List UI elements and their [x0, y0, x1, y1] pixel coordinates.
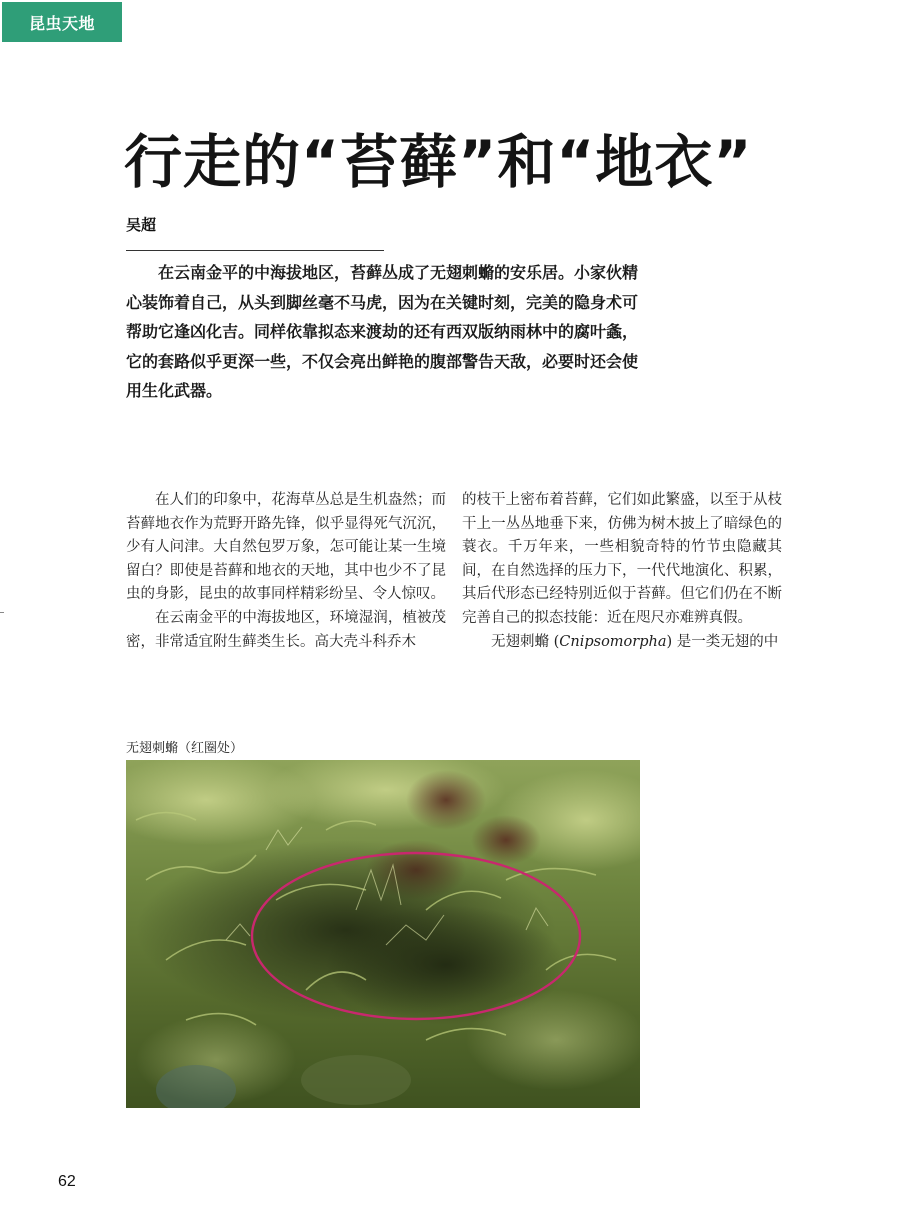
species-scientific-name: Cnipsomorpha — [559, 633, 667, 650]
body-paragraph-species — [462, 631, 782, 655]
divider-rule — [126, 250, 384, 251]
moss-photo — [126, 760, 640, 1108]
body-paragraph: 在云南金平的中海拔地区，环境湿润，植被茂密，非常适宜附生藓类生长。高大壳斗科乔木 — [126, 609, 446, 650]
species-text-after: ) 是一类无翅的中 — [666, 633, 779, 650]
body-paragraph: 的枝干上密布着苔藓，它们如此繁盛，以至于从枝干上一丛丛地垂下来，仿佛为树木披上了暗绿色的蓑衣。千万年来，一些相貌奇特的竹节虫隐藏其间，在自然选择的压力下，一代代地演化、积累，其后代形态已经特别近似于苔藓。但它们仍在不断完善自己的拟态技能：近在咫尺亦难辨真假。 — [462, 492, 782, 626]
figure-caption: 无翅刺䗛（红圈处） — [126, 741, 244, 756]
body-column-right — [462, 489, 782, 654]
trim-mark — [0, 612, 4, 613]
body-paragraph: 在人们的印象中，花海草丛总是生机盎然；而苔藓地衣作为荒野开路先锋，似乎显得死气沉沉，少有人问津。大自然包罗万象，怎可能让某一生境留白？即使是苔藓和地衣的天地，其中也少不了昆虫的身影，昆虫的故事同样精彩纷呈、令人惊叹。 — [126, 492, 446, 603]
author-name: 吴超 — [126, 216, 157, 234]
body-column-left — [126, 489, 446, 654]
lead-paragraph: 在云南金平的中海拔地区，苔藓丛成了无翅刺䗛的安乐居。小家伙精心装饰着自己，从头到脚丝毫不马虎，因为在关键时刻，完美的隐身术可帮助它逢凶化吉。同样依靠拟态来渡劫的还有西双版纳雨林中的腐叶螽，它的套路似乎更深一些，不仅会亮出鲜艳的腹部警告天敌，必要时还会使用生化武器。 — [126, 263, 639, 400]
lead-paragraph-block — [126, 258, 638, 406]
species-text-before: 无翅刺䗛 ( — [491, 633, 560, 650]
article-title: 行走的“苔藓”和“地衣” — [124, 128, 753, 196]
section-tab: 昆虫天地 — [2, 2, 122, 42]
page-number: 62 — [58, 1173, 76, 1190]
